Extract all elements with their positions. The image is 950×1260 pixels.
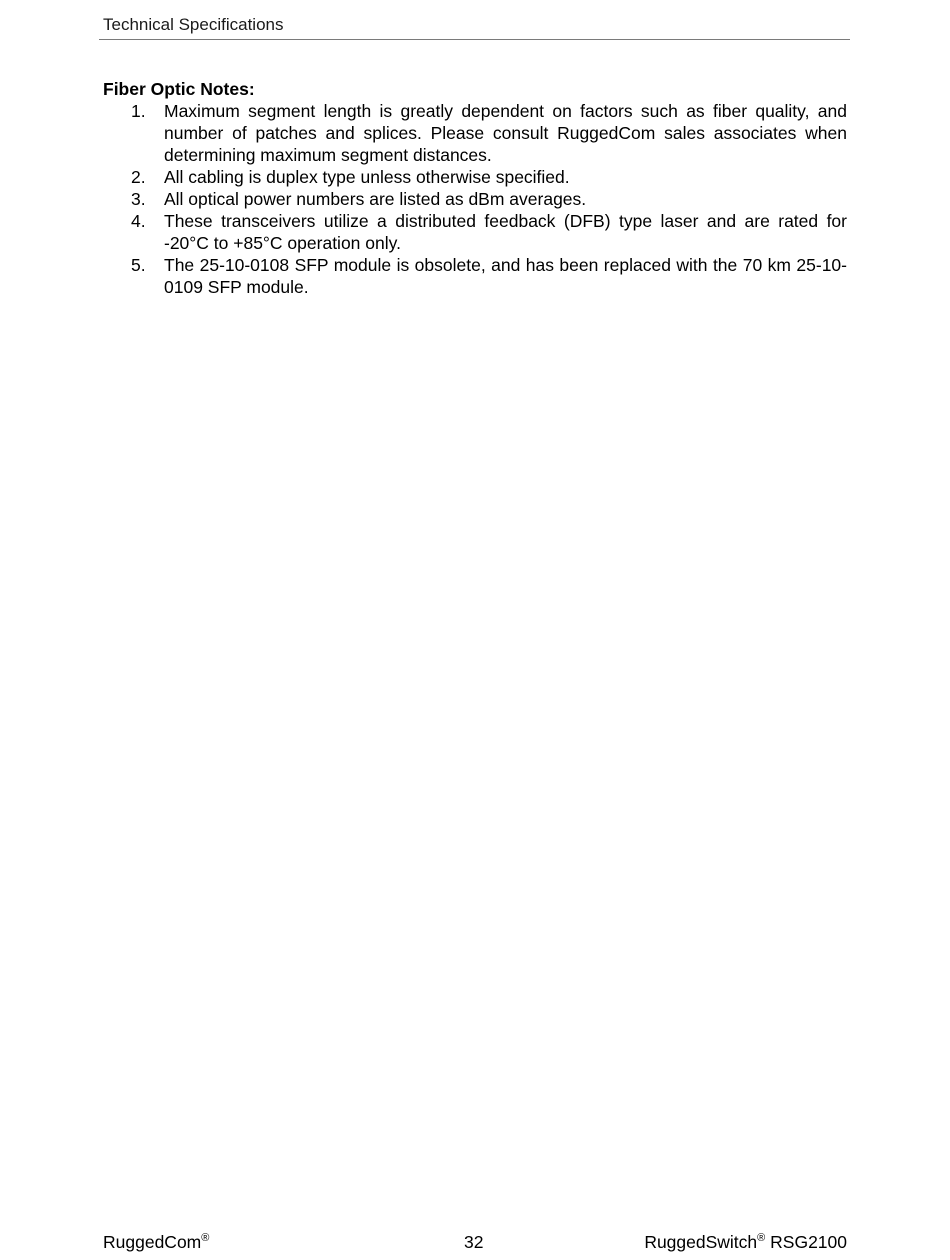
list-item bbox=[103, 166, 847, 188]
document-body bbox=[103, 78, 847, 298]
page-number: 32 bbox=[464, 1232, 484, 1252]
section-title: Fiber Optic Notes: bbox=[103, 79, 255, 99]
footer-product bbox=[644, 1232, 847, 1253]
list-item-text: All cabling is duplex type unless otherwise specified. bbox=[164, 167, 570, 187]
list-item bbox=[103, 210, 847, 254]
list-item-number: 4. bbox=[131, 211, 146, 231]
footer-product-model: RSG2100 bbox=[765, 1232, 847, 1252]
list-item bbox=[103, 254, 847, 298]
registered-mark: ® bbox=[201, 1232, 210, 1244]
footer-brand bbox=[103, 1232, 209, 1253]
list-item-text: Maximum segment length is greatly dependent on factors such as fiber quality, and number of patches and splices. Please consult RuggedCom sales associates when determining maximum segment distances. bbox=[164, 101, 847, 165]
list-item-number: 5. bbox=[131, 255, 146, 275]
list-item-text: All optical power numbers are listed as dBm averages. bbox=[164, 189, 587, 209]
page-footer bbox=[103, 1232, 847, 1256]
list-item-text: These transceivers utilize a distributed feedback (DFB) type laser and are rated for -20°C to +85°C operation only. bbox=[164, 211, 847, 253]
list-item-number: 3. bbox=[131, 189, 146, 209]
registered-mark: ® bbox=[757, 1232, 766, 1244]
header-title: Technical Specifications bbox=[103, 15, 284, 34]
page-header bbox=[99, 14, 850, 40]
list-item-text: The 25-10-0108 SFP module is obsolete, and has been replaced with the 70 km 25-10-0109 SFP module. bbox=[164, 255, 847, 297]
notes-list bbox=[103, 100, 847, 298]
footer-brand-name: RuggedCom bbox=[103, 1232, 202, 1252]
list-item bbox=[103, 188, 847, 210]
list-item bbox=[103, 100, 847, 166]
footer-product-name: RuggedSwitch bbox=[644, 1232, 758, 1252]
list-item-number: 2. bbox=[131, 167, 146, 187]
list-item-number: 1. bbox=[131, 101, 146, 121]
